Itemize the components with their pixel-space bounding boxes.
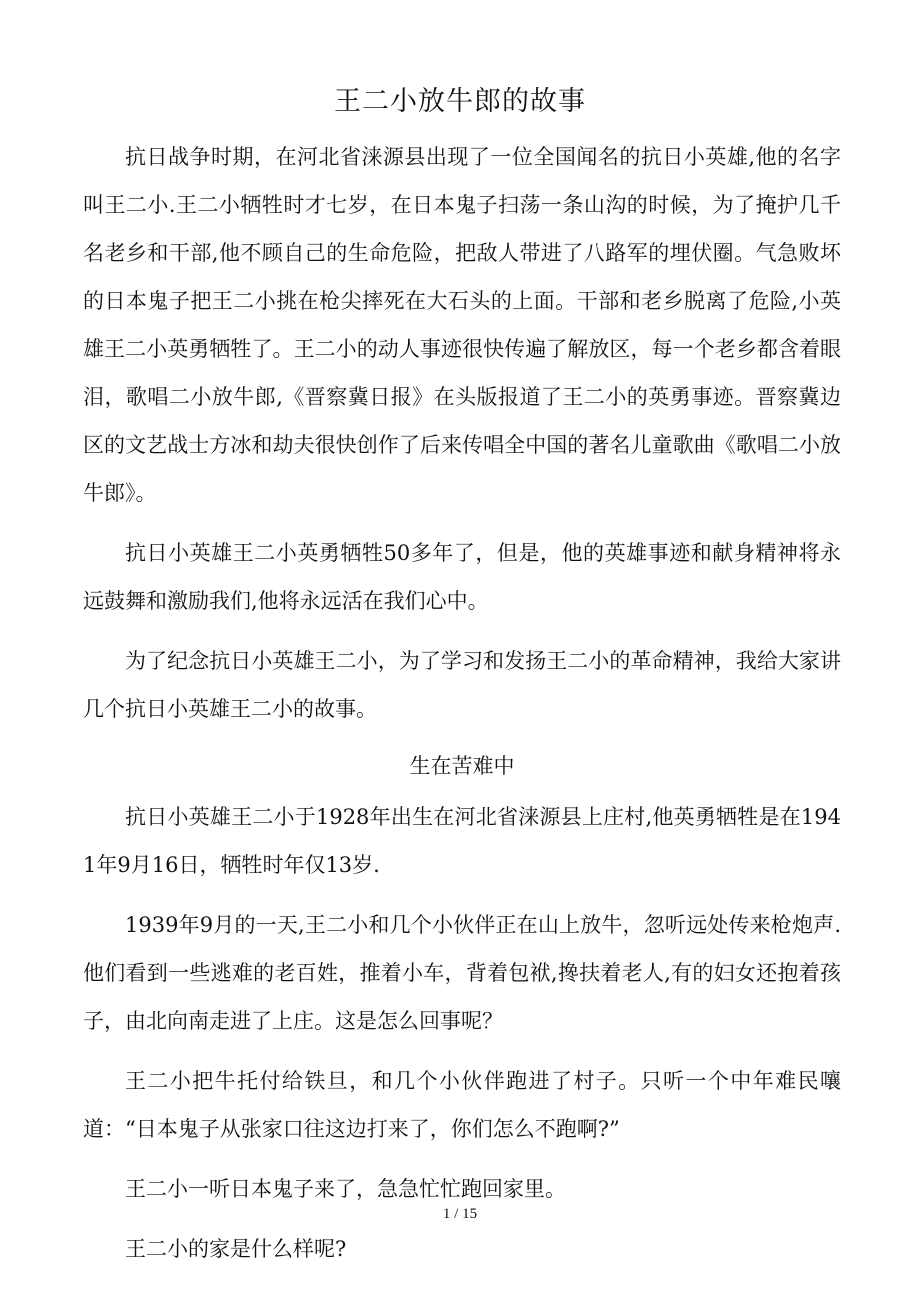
paragraph-intro: 抗日战争时期，在河北省涞源县出现了一位全国闻名的抗日小英雄,他的名字叫王二小.王二小牺牲时才七岁，在日本鬼子扫荡一条山沟的时候，为了掩护几千名老乡和干部,他不顾自己的生命危险，把敌人带进了八路军的埋伏圈。气急败坏的日本鬼子把王二小挑在枪尖摔死在大石头的上面。干部和老乡脱离了危险,小英雄王二小英勇牺牲了。王二小的动人事迹很快传遍了解放区，每一个老乡都含着眼泪，歌唱二小放牛郎,《晋察冀日报》在头版报道了王二小的英勇事迹。晋察冀边区的文艺战士方冰和劫夫很快创作了后来传唱全中国的著名儿童歌曲《歌唱二小放牛郎》。 [83,145,841,505]
paragraph-memorial: 抗日小英雄王二小英勇牺牲50多年了，但是，他的英雄事迹和献身精神将永远鼓舞和激励我们,他将永远活在我们心中。 [83,541,841,613]
paragraph-birth: 抗日小英雄王二小于1928年出生在河北省涞源县上庄村,他英勇牺牲是在1941年9月16日，牺牲时年仅13岁. [83,805,841,877]
paragraph-warning: 王二小把牛托付给铁旦，和几个小伙伴跑进了村子。只听一个中年难民嚷道：“日本鬼子从张家口往这边打来了，你们怎么不跑啊?” [83,1069,841,1141]
paragraph-run-home: 王二小一听日本鬼子来了，急急忙忙跑回家里。 [125,1177,566,1201]
page-number: 1 / 15 [442,1206,478,1222]
paragraph-question: 王二小的家是什么样呢? [125,1237,347,1261]
section-title: 生在苦难中 [409,754,515,778]
document-body [83,133,841,1273]
paragraph-refugees: 1939年9月的一天,王二小和几个小伙伴正在山上放牛，忽听远处传来枪炮声.他们看到一些逃难的老百姓，推着小车，背着包袱,搀扶着老人,有的妇女还抱着孩子，由北向南走进了上庄。这是怎么回事呢？ [83,913,841,1033]
document-title: 王二小放牛郎的故事 [334,86,586,117]
paragraph-purpose: 为了纪念抗日小英雄王二小，为了学习和发扬王二小的革命精神，我给大家讲几个抗日小英雄王二小的故事。 [83,649,841,721]
